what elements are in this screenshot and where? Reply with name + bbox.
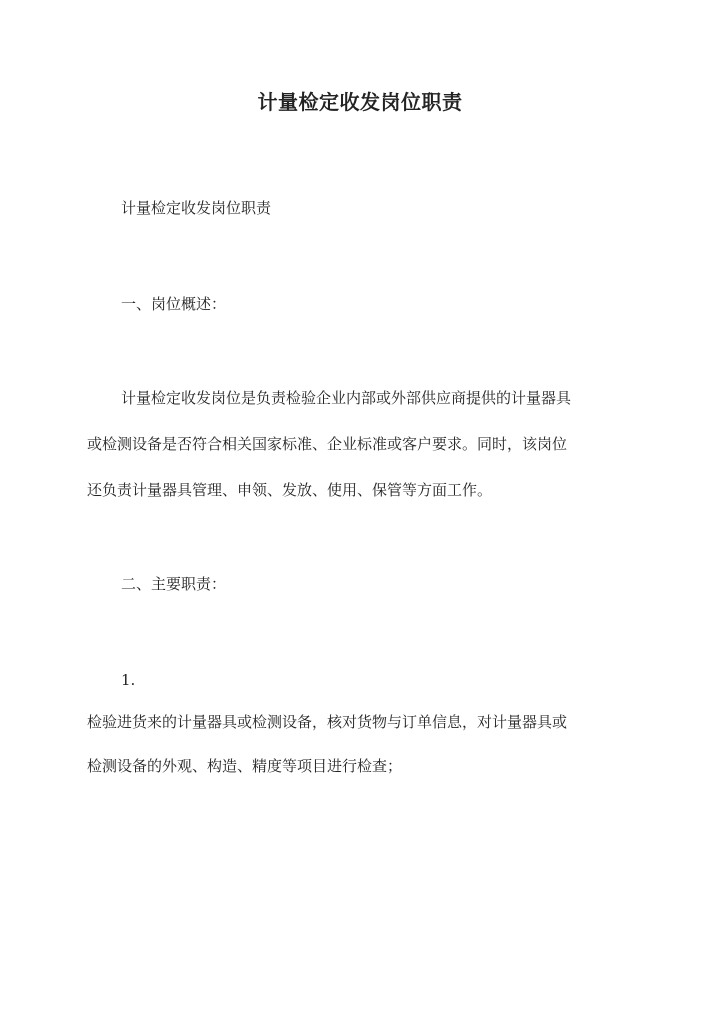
overview-paragraph-line: 计量检定收发岗位是负责检验企业内部或外部供应商提供的计量器具 xyxy=(121,389,572,407)
list-item-number: 1. xyxy=(121,671,136,689)
overview-paragraph-line: 或检测设备是否符合相关国家标准、企业标准或客户要求。同时，该岗位 xyxy=(87,435,568,453)
list-item-text-line: 检测设备的外观、构造、精度等项目进行检查； xyxy=(87,757,403,775)
document-title: 计量检定收发岗位职责 xyxy=(257,90,463,114)
list-item-text-line: 检验进货来的计量器具或检测设备，核对货物与订单信息，对计量器具或 xyxy=(87,713,568,731)
document-subtitle: 计量检定收发岗位职责 xyxy=(121,199,272,217)
section-heading-duties: 二、主要职责： xyxy=(121,575,227,593)
section-heading-overview: 一、岗位概述： xyxy=(121,295,227,313)
overview-paragraph-line: 还负责计量器具管理、申领、发放、使用、保管等方面工作。 xyxy=(87,481,493,499)
